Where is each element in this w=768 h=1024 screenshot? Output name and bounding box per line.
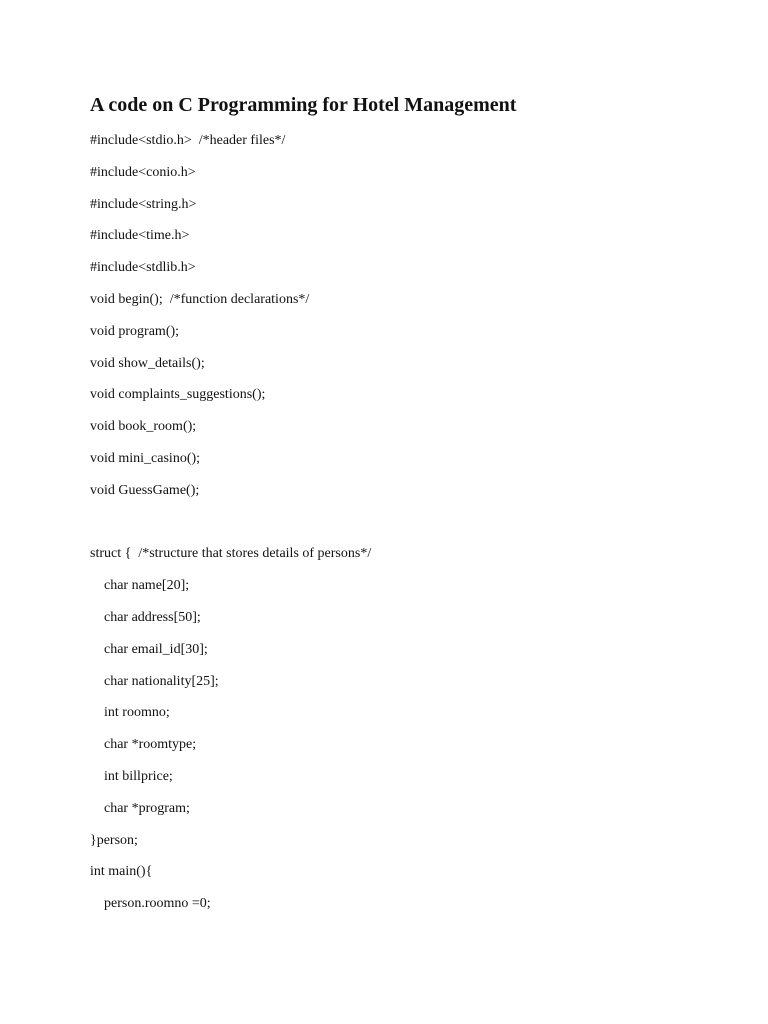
code-line: char *program;	[90, 800, 190, 816]
code-line: #include<stdlib.h>	[90, 260, 196, 276]
document-title: A code on C Programming for Hotel Management	[90, 94, 517, 116]
code-line: #include<time.h>	[90, 228, 190, 244]
code-listing	[90, 131, 371, 926]
code-line: }person;	[90, 832, 138, 848]
code-line	[90, 513, 371, 545]
code-line: void GuessGame();	[90, 482, 200, 498]
code-line: struct { /*structure that stores details of persons*/	[90, 546, 372, 562]
code-line: void complaints_suggestions();	[90, 387, 266, 403]
code-line: person.roomno =0;	[90, 896, 211, 912]
code-line: char email_id[30];	[90, 641, 208, 657]
code-line: #include<conio.h>	[90, 164, 196, 180]
code-line: char name[20];	[90, 578, 190, 594]
code-line: void book_room();	[90, 419, 197, 435]
code-line: char *roomtype;	[90, 737, 197, 753]
code-line: void mini_casino();	[90, 450, 201, 466]
code-line: int main(){	[90, 864, 153, 880]
code-line: char nationality[25];	[90, 673, 219, 689]
code-line: void program();	[90, 323, 180, 339]
code-line: int roomno;	[90, 705, 170, 721]
code-line: void begin(); /*function declarations*/	[90, 291, 310, 307]
code-line: char address[50];	[90, 609, 201, 625]
code-line: void show_details();	[90, 355, 205, 371]
code-line: #include<stdio.h> /*header files*/	[90, 133, 286, 148]
code-line: #include<string.h>	[90, 196, 197, 212]
code-line: int billprice;	[90, 768, 173, 784]
